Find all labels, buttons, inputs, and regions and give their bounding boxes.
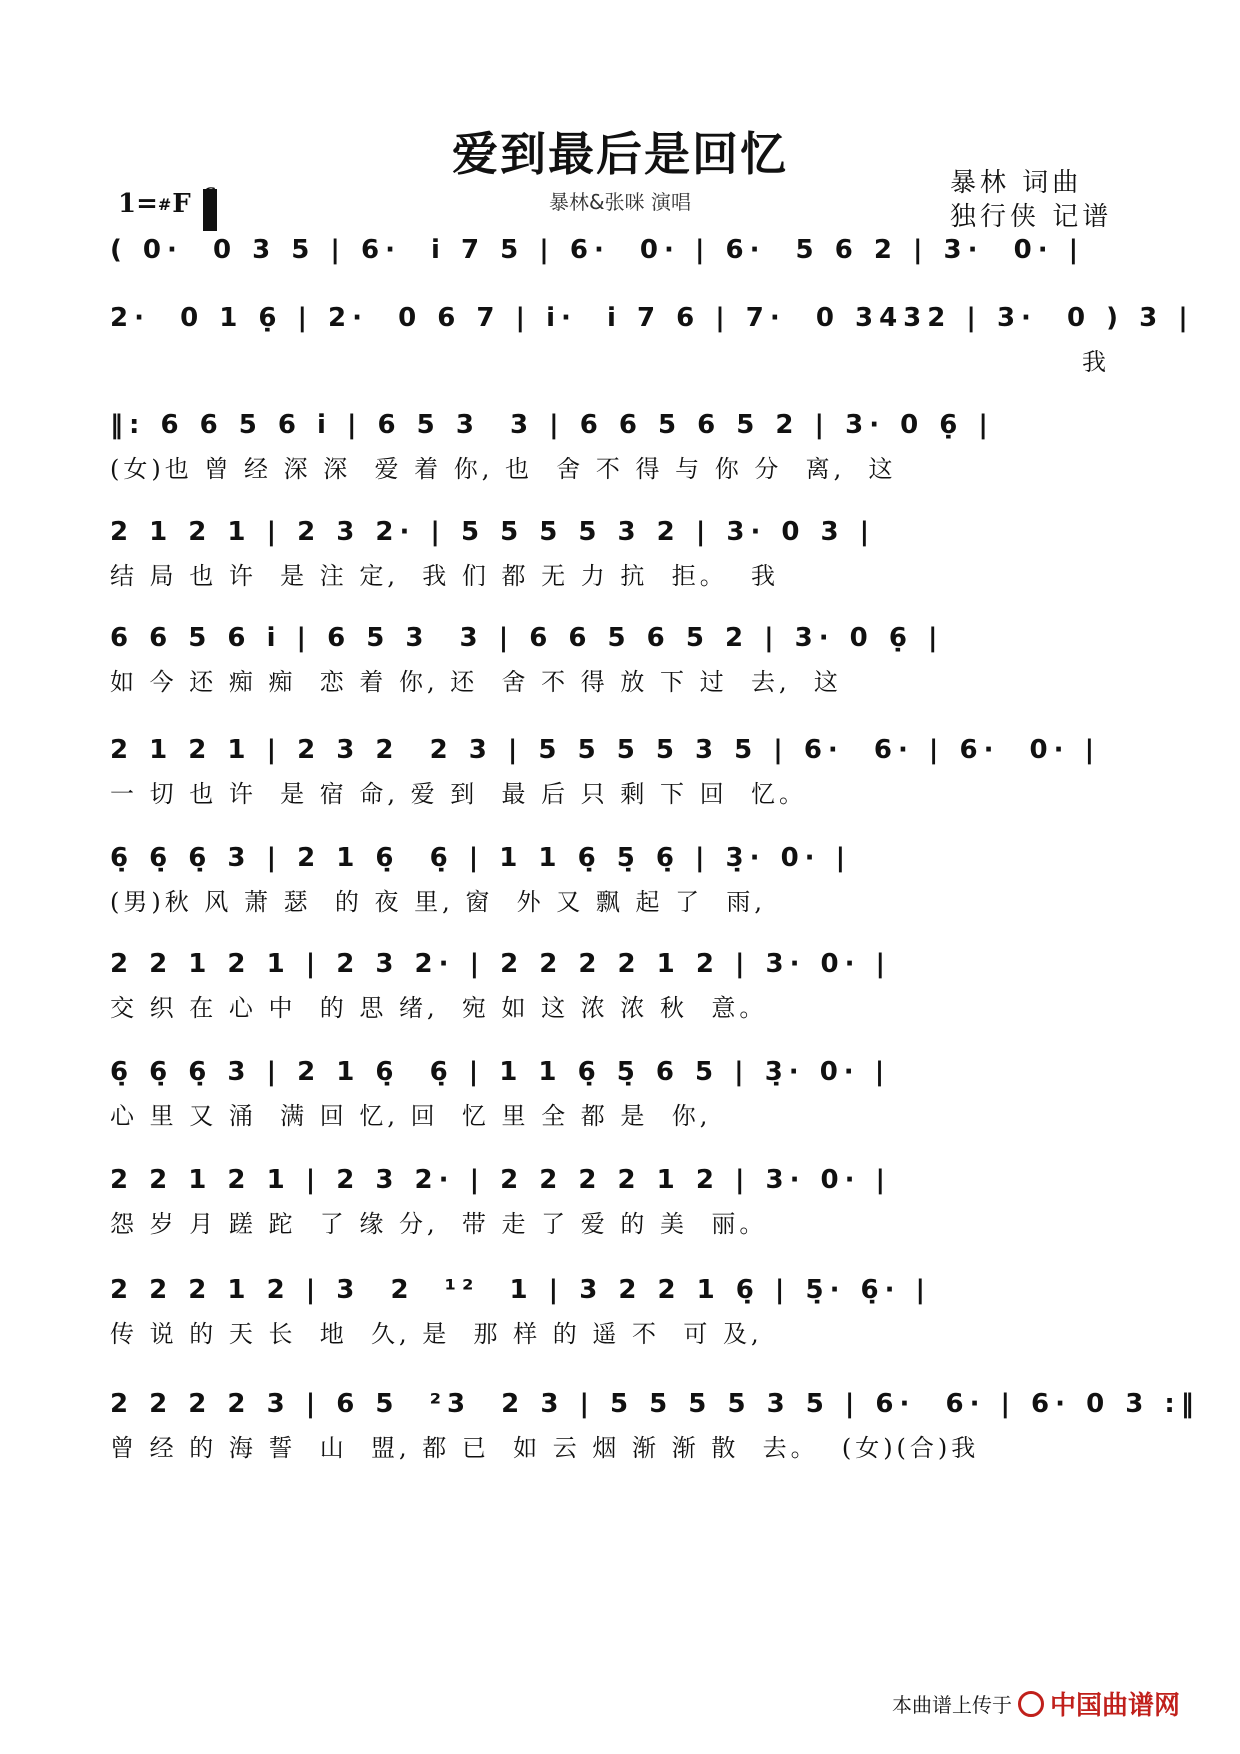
notes-line: 2 2 2 2 3 | 6 5 ²3 2 3 | 5 5 5 5 3 5 | 6· 6· | 6· 0 3 :‖: [110, 1389, 1200, 1419]
lyrics-line: 结 局 也 许 是 注 定, 我 们 都 无 力 抗 拒。 我: [110, 562, 779, 590]
key-signature: [118, 186, 217, 222]
score-system: [110, 618, 1130, 702]
notes-line: 6̣ 6̣ 6̣ 3 | 2 1 6̣ 6̣ | 1 1 6̣ 5̣ 6̣ | 3̣· 0· |: [110, 843, 852, 873]
lyrics-line: 曾 经 的 海 誓 山 盟, 都 已 如 云 烟 渐 渐 散 去。 (女)(合)我: [110, 1434, 980, 1462]
footer: [892, 1685, 1180, 1722]
notes-line: 2 2 1 2 1 | 2 3 2· | 2 2 2 2 1 2 | 3· 0· |: [110, 1165, 892, 1195]
time-signature: [203, 186, 217, 222]
score-system: [110, 838, 1130, 922]
key-label: 1=: [118, 189, 158, 219]
score-system: [110, 298, 1194, 382]
meter-divider: [203, 189, 217, 231]
lyrics-line: 心 里 又 涌 满 回 忆, 回 忆 里 全 都 是 你,: [110, 1102, 712, 1130]
lyrics-line: 传 说 的 天 长 地 久, 是 那 样 的 遥 不 可 及,: [110, 1320, 763, 1348]
lyrics-line: 交 织 在 心 中 的 思 绪, 宛 如 这 浓 浓 秋 意。: [110, 994, 768, 1022]
lyrics-line: (女)也 曾 经 深 深 爱 着 你, 也 舍 不 得 与 你 分 离, 这: [110, 455, 897, 483]
site-name: 中国曲谱网: [1049, 1691, 1180, 1721]
upload-text: 本曲谱上传于: [891, 1693, 1012, 1717]
notes-line: 2 1 2 1 | 2 3 2· | 5 5 5 5 3 2 | 3· 0 3 |: [110, 517, 876, 547]
lyrics-line: (男)秋 风 萧 瑟 的 夜 里, 窗 外 又 飘 起 了 雨,: [110, 888, 767, 916]
score-system: [110, 230, 1130, 270]
credit-transcriber: 独行侠 记谱: [950, 202, 1113, 232]
score-system: [110, 944, 1130, 1028]
lyrics-line: 怨 岁 月 蹉 跎 了 缘 分, 带 走 了 爱 的 美 丽。: [110, 1210, 768, 1238]
notes-line: 2 2 2 1 2 | 3 2 ¹² 1 | 3 2 2 1 6̣ | 5̣· 6̣· |: [110, 1275, 932, 1305]
notes-line: 6̣ 6̣ 6̣ 3 | 2 1 6̣ 6̣ | 1 1 6̣ 5̣ 6 5 | 3̣· 0· |: [110, 1057, 891, 1087]
page-title: 爱到最后是回忆: [452, 127, 788, 181]
singers: 暴林&张咪 演唱: [549, 190, 691, 214]
notes-line: ( 0· 0 3 5 | 6· i̇ 7 5 | 6· 0· | 6· 5 6 2 | 3· 0· |: [110, 235, 1085, 265]
key-sharp: #: [157, 194, 172, 214]
score-system: [110, 1052, 1130, 1136]
score-system: [110, 730, 1130, 814]
score-system: [110, 1160, 1130, 1244]
notes-line: ‖: 6 6 5 6 i̇ | 6 5 3 3 | 6 6 5 6 5 2 | 3· 0 6̣ |: [110, 410, 994, 440]
key-note: F: [172, 189, 191, 219]
lyrics-line: 我: [1082, 348, 1110, 376]
credit-lyricist: 暴林 词曲: [950, 168, 1083, 198]
score-system: [110, 1384, 1200, 1468]
notes-line: 2 2 1 2 1 | 2 3 2· | 2 2 2 2 1 2 | 3· 0· |: [110, 949, 892, 979]
lyrics-line: 一 切 也 许 是 宿 命, 爱 到 最 后 只 剩 下 回 忆。: [110, 780, 807, 808]
score-system: [110, 512, 1130, 596]
credits: [950, 166, 1112, 234]
lyrics-line: 如 今 还 痴 痴 恋 着 你, 还 舍 不 得 放 下 过 去, 这: [110, 668, 842, 696]
notes-line: 2· 0 1 6̣ | 2· 0 6 7 | i̇· i̇ 7 6 | 7· 0 3432 | 3· 0 ) 3 |: [110, 303, 1194, 333]
notes-line: 2 1 2 1 | 2 3 2 2 3 | 5 5 5 5 3 5 | 6· 6· | 6· 0· |: [110, 735, 1101, 765]
notes-line: 6 6 5 6 i̇ | 6 5 3 3 | 6 6 5 6 5 2 | 3· 0 6̣ |: [110, 623, 944, 653]
site-logo-icon: [1018, 1691, 1044, 1717]
score-system: [110, 1270, 1130, 1354]
score-system: [110, 405, 1130, 489]
